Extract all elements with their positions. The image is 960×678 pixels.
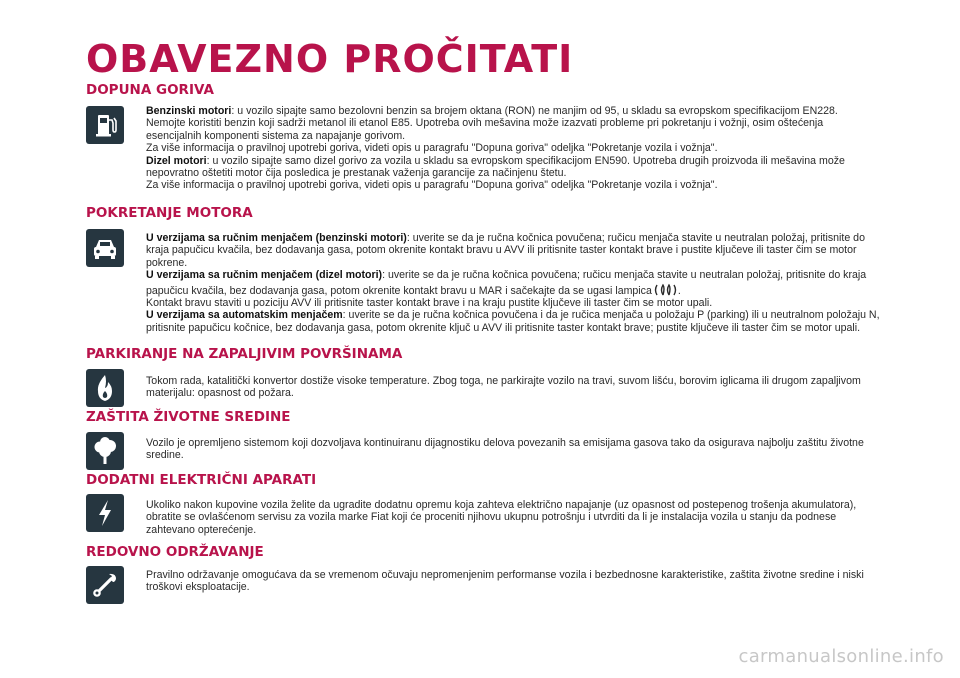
paragraph bbox=[146, 142, 880, 154]
paragraph bbox=[146, 375, 880, 400]
section-text-fuel bbox=[146, 105, 880, 192]
watermark: carmanualsonline.info bbox=[738, 646, 944, 667]
section-text-maintenance bbox=[146, 569, 880, 594]
section-heading-engine-start: POKRETANJE MOTORA bbox=[86, 205, 253, 221]
bold-lead: U verzijama sa ručnim menjačem (dizel motori) bbox=[146, 269, 383, 282]
lightning-icon bbox=[86, 494, 124, 532]
paragraph bbox=[146, 232, 880, 269]
paragraph-text: : u vozilo sipajte samo bezolovni benzin sa brojem oktana (RON) ne manjim od 95, u skladu sa evropskom specifikacijom EN228. Nemojte koristiti benzin koji sadrži metanol ili etanol E85. Upotreba ovih mešavina može izazvati probleme pri pokretanju i vožnji, osim oštećenja esencijalnih komponenti sistema za napajanje gorivom. bbox=[146, 105, 838, 142]
paragraph-text: : uverite se da je ručna kočnica povučena i da je ručica menjača u položaju P (parking) ili u neutralnom položaju N, pritisnite papučicu kočnice, bez dodavanja gasa, potom okrenite ključ u AVV ili pritisnite taster kontakt brave; pustite ključeve ili taster čim se motor upali. bbox=[146, 309, 880, 334]
paragraph-suffix: . bbox=[677, 284, 681, 297]
car-front-icon bbox=[86, 229, 124, 267]
bold-lead: Dizel motori bbox=[146, 154, 207, 167]
paragraph bbox=[146, 155, 880, 180]
section-heading-maintenance: REDOVNO ODRŽAVANJE bbox=[86, 544, 264, 560]
paragraph-text: : uverite se da je ručna kočnica povučena; ručicu menjača stavite u neutralan položaj, pritisnite do kraja papučicu kvačila, bez dodavanja gasa, potom okrenite kontakt bravu u AVV ili pritisnite taster kontakt brave i pustite ključeve ili taster čim se motor pokrene. bbox=[146, 232, 865, 269]
paragraph-text: Ukoliko nakon kupovine vozila želite da ugradite dodatnu opremu koja zahteva električno napajanje (uz opasnost od postepenog trošenja akumulatora), obratite se ovlašćenom servisu za vozila marke Fiat koji će proceniti njihovu ukupnu potrošnju i utvrditi da li je instalacija vozila u stanju da podnese zahtevano opterećenje. bbox=[146, 499, 857, 536]
bold-lead: U verzijama sa ručnim menjačem (benzinski motori) bbox=[146, 232, 407, 244]
section-heading-fuel: DOPUNA GORIVA bbox=[86, 82, 214, 98]
bold-lead: Benzinski motori bbox=[146, 105, 232, 117]
paragraph bbox=[146, 499, 880, 536]
page-title: OBAVEZNO PROČITATI bbox=[86, 37, 574, 81]
paragraph-text: : u vozilo sipajte samo dizel gorivo za vozila u skladu sa evropskom specifikacijom EN590. Upotreba drugih proizvoda ili mešavina može nepovratno oštetiti motor čija posledica je prestanak važenja garancije za načinjenu štetu. bbox=[146, 154, 845, 180]
tree-icon bbox=[86, 432, 124, 470]
paragraph-text: Vozilo je opremljeno sistemom koji dozvoljava kontinuiranu dijagnostiku delova povezanih sa emisijama gasova tako da osigurava najbolju zaštitu životne sredine. bbox=[146, 437, 864, 462]
section-text-electrical bbox=[146, 499, 880, 536]
paragraph bbox=[146, 105, 880, 142]
paragraph bbox=[146, 179, 880, 191]
section-heading-electrical: DODATNI ELEKTRIČNI APARATI bbox=[86, 472, 317, 488]
paragraph-text: Kontakt bravu staviti u poziciju AVV ili pritisnite taster kontakt brave i na kraju pustite ključeve ili taster čim se motor upali. bbox=[146, 297, 713, 310]
section-heading-parking: PARKIRANJE NA ZAPALJIVIM POVRŠINAMA bbox=[86, 346, 403, 362]
paragraph bbox=[146, 569, 880, 594]
paragraph bbox=[146, 437, 880, 462]
fuel-pump-icon bbox=[86, 106, 124, 144]
section-text-engine-start bbox=[146, 232, 880, 334]
glow-plug-lamp-icon bbox=[652, 282, 678, 296]
wrench-icon bbox=[86, 566, 124, 604]
paragraph-text: Pravilno održavanje omogućava da se vremenom očuvaju nepromenjenim performanse vozila i bezbednosne karakteristike, zaštita životne sredine i niski troškovi eksploatacije. bbox=[146, 569, 864, 594]
paragraph bbox=[146, 297, 880, 309]
section-heading-environment: ZAŠTITA ŽIVOTNE SREDINE bbox=[86, 409, 291, 425]
section-text-parking bbox=[146, 375, 880, 400]
paragraph bbox=[146, 269, 880, 297]
paragraph-text: : uverite se da je ručna kočnica povučena; ručicu menjača stavite u neutralan položaj, pritisnite do kraja papučicu kvačila, bez dodavanja gasa, potom okrenite kontakt bravu u MAR i sačekajte da se ugasi lampica bbox=[146, 269, 867, 297]
paragraph-text: Za više informacija o pravilnoj upotrebi goriva, videti opis u paragrafu "Dopuna goriva" odeljka "Pokretanje vozila i vožnja". bbox=[146, 142, 718, 155]
paragraph bbox=[146, 309, 880, 334]
section-text-environment bbox=[146, 437, 880, 462]
paragraph-text: Tokom rada, katalitički konvertor dostiže visoke temperature. Zbog toga, ne parkirajte vozilo na travi, suvom lišću, borovim iglicama ili drugom zapaljivom materijalu: opasnost od požara. bbox=[146, 375, 861, 400]
paragraph-text: Za više informacija o pravilnoj upotrebi goriva, videti opis u paragrafu "Dopuna goriva" odeljka "Pokretanje vozila i vožnja". bbox=[146, 179, 718, 192]
bold-lead: U verzijama sa automatskim menjačem bbox=[146, 309, 343, 322]
fire-icon bbox=[86, 369, 124, 407]
